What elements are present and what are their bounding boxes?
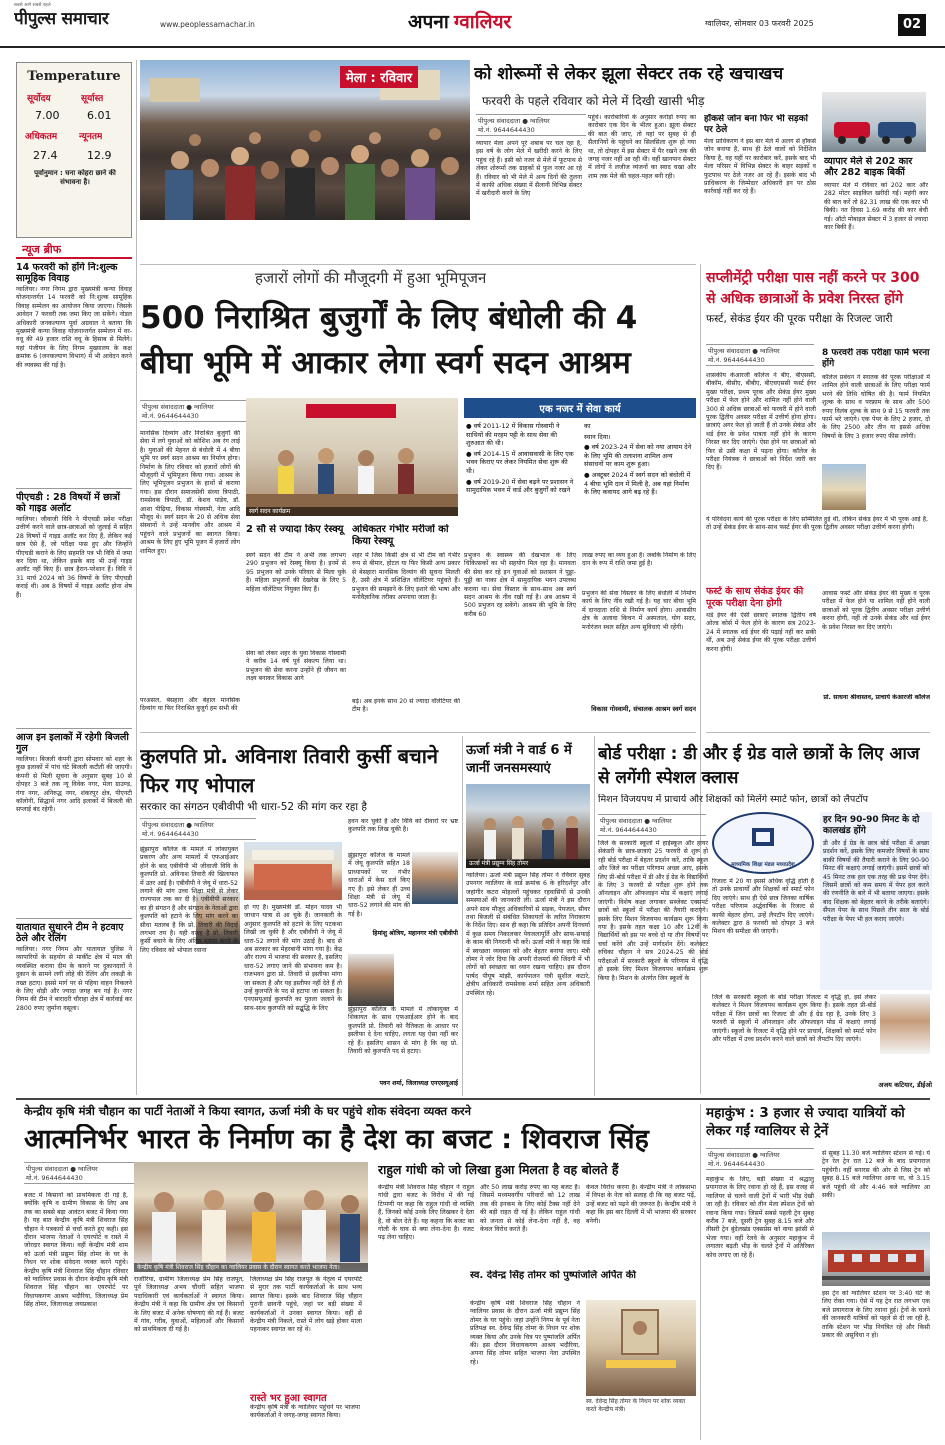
- mp-board-logo: [712, 812, 814, 874]
- brief-body: ग्वालियर। नगर निगम द्वारा मुख्यमंत्री कन्या विवाह योजनान्तर्गत 14 फरवरी को नि:शुल्क सामूहिक विवाह सम्मेलन का आयोजन किया जाएगा। जिसके आवेदन 7 फरवरी तक जमा किए जा सकेंगे। नोडल अधिकारी जनकल्याण पूर्वा अग्रवाल ने बताया कि मुख्यमंत्री कन्या विवाह योजनान्तर्गत सम्मेलन में वर-वधू की 49 हजार राशि वधू के हिसाब से मिलेंगे। यहां पंजीयन के लिए निगम मुख्यालय के कक्ष क्रमांक 6 (जनकल्याण विभाग) में भी आवेदन करने की व्यवस्था की गई है।: [16, 286, 132, 369]
- ashram-headline: 500 निराश्रित बुजुर्गों के लिए बंधोली की 4 बीघा भूमि में आकार लेगा स्वर्ग सदन आश्रम: [140, 300, 638, 381]
- weather-title: Temperature: [27, 69, 121, 84]
- dateline: ग्वालियर, सोमवार 03 फरवरी 2025: [705, 19, 814, 28]
- budget-byline: [24, 1162, 134, 1184]
- urja-body: ग्वालियर। ऊर्जा मंत्री प्रद्युम्न सिंह तोमर ने रविवार सुबह उपनगर ग्वालियर के वार्ड क्रमांक 6 के हरिदर्शपुर और जहांगीर कटरा मोहल्लों पहुंचकर रहवासियों से उनकी समस्याओं की जानकारी ली। ऊर्जा मंत्री ने इस दौरान अपने साथ मौजूद अधिकारियों से सड़क, पेयजल, सीवर तथा बिजली से संबंधित शिकायतों के त्वरित निराकरण के निर्देश दिए। साथ ही कहा कि प्रतिदिन अपनी दिनचर्या में कुछ समय निकालकर पेयजलापूर्ति और साफ-सफाई के काम की निगरानी भी करें। ऊर्जा मंत्री ने कहा कि वार्ड में स्वच्छता व्यवस्था को और बेहतर बनाया जाए। मंत्री तोमर ने जोर दिया कि अपनी रोजमर्रा की जिंदगी में भी लोगों को स्वच्छता का ध्यान रखना चाहिए। इस दौरान पार्षद पीयूष मांझी, कार्यपालन यंत्री सुशील कटारे, क्षेत्रीय अधिकारी रामसेवक शर्मा सहित अन्य अधिकारी उपस्थित रहे।: [466, 872, 590, 997]
- rescue-body-2: सेवा को लेकर शहर के युवा विकास गोस्वामी ने करीब 14 वर्ष पूर्व संकल्प लिया था। प्रभुजन की सेवा करना उन्होंने ही जीवन का लक्ष्य बनाकर विकास आगे: [246, 650, 346, 683]
- news-brief-column: [16, 262, 132, 1092]
- jiwaji-university-photo: [244, 842, 342, 900]
- byline-phone: मो.नं. 9644644430: [26, 1174, 83, 1182]
- sunrise-label: सूर्योदय: [27, 94, 51, 104]
- ashram-quote-sign: विकास गोस्वामी, संचालक आश्रम स्वर्ग सदन: [591, 705, 696, 713]
- sunset-value: 6.01: [87, 109, 112, 122]
- byline-text: पीपुल्स संवाददाता ● ग्वालियर: [708, 347, 780, 355]
- supply-quote-sign: प्रो. साधना श्रीवास्तव, प्राचार्य केआरजी कॉलेज: [823, 694, 930, 701]
- masthead: [0, 0, 945, 48]
- vc-quote-nsui-sign: पवन शर्मा, जिलाध्यक्ष एनएसयूआई: [379, 1080, 458, 1087]
- supply-headline: सप्लीमेंट्री परीक्षा पास नहीं करने पर 300 से अधिक छात्राओं के प्रवेश निरस्त होंगे: [706, 270, 920, 307]
- seva-item: ● वर्ष 2019-20 में सेवा बढ़ने पर प्रशासन ने सामुदायिक भवन में वार्ड और बुजुर्गों को रखने का: [466, 422, 591, 495]
- kumbh-body-col1: महाकुंभ के लिए, बड़ी संख्या में श्रद्धालु प्रयागराज के लिए रवाना हो रहे हैं, इस वजह से ग्वालियर से चलने वाली ट्रेनों में भारी भीड़ देखी जा रही है। रविवार को तीन मेला स्पेशल ट्रेनों को रवाना किया गया। जिसमें सबसे पहली ट्रेन सुबह करीब 7 बजे, दूसरी ट्रेन सुबह 8.15 बजे और तीसरी ट्रेन बुंदेलखंड एक्सप्रेस को वाया झांसी से भेजा गया। वहीं रेलवे के अनुसार महाकुंभ में लगातार बढ़ती भीड़ के चलते ट्रेनों में अतिरिक्त कोच लगाए जा रहे हैं।: [706, 1176, 814, 1259]
- two-periods-body: डी और ई ग्रेड के छात्र बोर्ड परीक्षा में अच्छा प्रदर्शन करें, इसके लिए कमजोर विषयों के साथ बाकी विषयों की तैयारी कराने के लिए 90-90 मिनट की कक्षाएं लगाई जाएंगी। इसमें छात्रों को 45 मिनट तक हल एक तरह की प्रश्न पेपर देंगे। जिसमें छात्रों को कम समय में पेपर हल करने की रणनीति के बारे में भी बताया जाएगा। इसके बाद शिक्षक को बेहतर करने के तरीके बताएंगे। सैंपल पेपर के साथ पिछले तीन साल के बोर्ड परीक्षा के पेपर भी हल कराए जाएंगे।: [823, 840, 929, 923]
- ashram-ceremony-photo: [246, 398, 458, 516]
- max-temp: 27.4: [33, 149, 58, 162]
- board-subhead: मिशन विजयपथ में प्राचार्य और शिक्षकों को मिलेंगे स्मार्ट फोन, छात्रों को लैपटॉप: [598, 794, 868, 805]
- budget-headline: आत्मनिर्भर भारत के निर्माण का है देश का बजट : शिवराज सिंह: [24, 1124, 649, 1155]
- logo-tagline: सबसे आगे सबसे पहले: [14, 3, 51, 8]
- two-periods-headline: हर दिन 90-90 मिनट के दो कालखंड होंगे: [823, 815, 920, 836]
- seva-list: [464, 418, 696, 546]
- brief-item: [16, 262, 132, 488]
- news-brief-label: न्यूज ब्रीफ: [22, 243, 62, 256]
- byline-text: पीपुल्स संवाददाता ● ग्वालियर: [142, 403, 214, 411]
- brief-item: [16, 488, 132, 728]
- ashram-body-col1: मानसिक दिव्यांग और निराश्रित बुजुर्गों की सेवा में लगे युवाओं को कोशिश अब रंग लाई है। युवाओं की मेहनत से बंधोली में 4 बीघा भूमि पर स्वर्ग सदन आश्रम का निर्माण होगा। निर्माण के लिए रविवार को हजारों लोगों की मौजूदगी में भूमिपूजन किया गया। आश्रम के लिए भूमिपूजन प्रभुजन के हाथों से कराया गया। इस दौरान समाजसेवी संध्या त्रिपाठी, रामसेवक त्रिपाठी, डॉ. केशव पांडेय, डॉ. आशा पीढ़िया, विकास गोस्वामी, नेता आदि मौजूद थे। स्वर्ग सदन के 20 से अधिक सेवा संस्थानों ने उन्हें मानवीय और आश्रम में पहुंचने वाले प्रभुजनों का स्वागत किया। आश्रम के लिए हुए भूमि पूजन में हजारों लोग शामिल हुए।: [140, 430, 240, 555]
- board-deo-sign: अजय कटियार, डीईओ: [878, 1081, 932, 1089]
- first-second-body: थर्ड ईयर की ऐसी छात्राएं स्नातक द्वितीय वर्ष ओल्ड कोर्स में फेल होने के कारण सत्र 2023-24 में स्नातक थर्ड ईयर की पढ़ाई नहीं कर सकी थीं, अब उन्हें सेकंड ईयर की पूरक परीक्षा उत्तीर्ण करना होगी।: [706, 612, 816, 653]
- welcome-headline: रास्ते भर हुआ स्वागत: [250, 1393, 327, 1404]
- auto-sales-headline: व्यापार मेले से 202 कार और 282 बाइक बिकीं: [824, 156, 913, 178]
- min-temp: 12.9: [87, 149, 112, 162]
- two-periods-box: [820, 812, 932, 990]
- seva-box: [464, 398, 696, 548]
- urja-minister-photo: [466, 784, 590, 868]
- forecast-text: पूर्वानुमान : घना कोहरा छाने की संभावना है।: [34, 169, 116, 186]
- section-title: [408, 8, 608, 42]
- form-body-2: ये परिवेदना कार्य की पूरक परीक्षा के लिए सम्मिलित हुई थीं, लेकिन सेकंड ईयर में भी पूरक आई है, तो उन्हें सेकंड ईयर के साथ-साथ फर्स्ट ईयर की पूरक द्वितीय अवसर परीक्षा उत्तीर्ण करना होगी।: [706, 516, 928, 532]
- serious-patients-body-2: बढ़े। अब इनके साथ 20 से ज्यादा वॉलेंटियर की टीम है।: [352, 698, 460, 714]
- newspaper-logo: [14, 6, 154, 36]
- vc-quote-abvp-sign: हिमांशु श्रोत्रिय, महानगर मंत्री एबीवीपी: [372, 930, 458, 937]
- ashram-quote: प्रभुजन की सेवा विस्तार के लिए बंधोली में निर्माण कार्य के लिए नींव रखी गई है। यह चार बीघा भूमि में दानदाता राशि से निर्माण कार्य होगा। आवासीय क्षेत्र के अलावा किचन में अस्पताल, योग सदर, मनोरंजन स्थल सहित अन्य सुविधाएं भी रहेंगी।: [582, 590, 696, 631]
- supply-body: शासकीय केआरजी कॉलेज ने बीए, बीएससी, बीकॉम, बीसीए, बीबीए, बीएचएससी फर्स्ट ईयर मुख्य परीक्षा, प्रथम पूरक और सेकंड ईयर मुख्य परीक्षा में फेल होने और शामिल नहीं होने वाली 300 से अधिक छात्राओं को फरवरी में होने वाली पूरक द्वितीय अवसर परीक्षा में उत्तीर्ण होना होगा। छात्राएं अगर फेल हो जाती हैं तो उनके सेकंड और थर्ड ईयर के प्रवेश पात्रता नहीं होने के कारण निरस्त कर दिए जाएंगे। ऐसा होने पर छात्राओं को फिर से उसी कक्षा में पढ़ना होगा। कॉलेज के परीक्षा नियंत्रक ने छात्राओं को निर्देश जारी कर दिए हैं।: [706, 372, 816, 472]
- budget-body-col2: राजौरिया, ग्रामीण जिलाध्यक्ष प्रेम सिंह राजपूत, पूर्व जिलाध्यक्ष अभय चौधरी सहित भाजपा पदाधिकारी एवं कार्यकर्ताओं ने स्वागत किया। केन्द्रीय मंत्री ने कहा कि ग्रामीण क्षेत्र एवं किसानों के लिए बजट में अनेक घोषणाएं की गई हैं। बजट में गांव, गरीब, युवाओं, महिलाओं और किसानों को प्राथमिकता दी गई है।: [134, 1276, 244, 1334]
- welcome-body: केन्द्रीय कृषि मंत्री के ग्वालियर पहुंचने पर भाजपा कार्यकर्ताओं ने जगह-जगह स्वागत किया।: [250, 1404, 360, 1420]
- kumbh-byline: [706, 1148, 814, 1170]
- hawkers-headline: हॉकर्स जोन बना फिर भी सड़कों पर ठेले: [704, 114, 808, 135]
- sunrise-value: 7.00: [35, 109, 60, 122]
- urja-photo-caption: ऊर्जा मंत्री प्रद्युम्न सिंह तोमर: [466, 859, 590, 869]
- max-label: अधिकतम: [25, 132, 58, 142]
- mela-crowd-photo: [140, 60, 470, 220]
- brief-headline: यातायात सुधारने टीम ने हटवाए ठेले और रेलिंग: [16, 922, 124, 944]
- shivraj-welcome-photo: [134, 1162, 368, 1272]
- brief-body: ग्वालियर। बिजली कंपनी द्वारा सोमवार को शहर के कुछ इलाकों में पांच घंटे बिजली कटौती की जाएगी। कंपनी से मिली सूचना के अनुसार सुबह 10 से दोपहर 3 बजे तक न्यू विवेक नगर, मेला ग्राउण्ड, गंगा नगर, अनिरुद्ध नगर, शंकरपुर क्षेत्र, पीएनटी कॉलोनी, सिद्धार्थ नगर आदि इलाकों में बिजली की सप्लाई बंद रहेगी।: [16, 756, 132, 814]
- vc-body-col2: हो गए हैं। मुख्यमंत्री डॉ. मोहन यादव भी जाधान यात्रा से आ चुके हैं। जानकारी के अनुसार कुलपति को हटाने के लिए पटकथा लिखी जा चुकी है और एबीवीपी ने जेयू में धारा-52 लगाने की मांग उठाई है। बाद से अब सरकार का मेहरबानी मांगा गया है। केंद्र और राज्य में भाजपा की सरकार है, इसलिए धारा-52 लगाए जाने की संभावना कम है। राजभवन द्वारा प्रो. तिवारी से इस्तीफा मांगा जा सकता है और यह इस्तीफा नहीं देते हैं तो उन्हें कुलपति के पद से हटाया जा सकता है। एनएसयूआई कुलपति का पुतला जलाने के साथ-साथ कुलपति को सद्बुद्धि के लिए: [244, 904, 342, 1012]
- vc-subhead: सरकार का संगठन एबीवीपी भी धारा-52 की मांग कर रहा है: [140, 801, 367, 813]
- rahul-body: केन्द्रीय मंत्री शिवराज सिंह चौहान ने राहुल गांधी द्वारा बजट के विरोध में की गई टिप्पणी पर कहा कि राहुल गांधी वो व्यक्ति हैं, जिनको कोई उनके लिए लिखकर दे देता है, वो बोल देते हैं। यह कहना कि बजट का गोली के घाव से क्या लेना-देना है। वजट पढ़ लेना चाहिए।: [378, 1184, 474, 1242]
- ashram-byline: [140, 400, 260, 422]
- byline-phone: मो.नं. 9644644430: [478, 126, 535, 134]
- ashram-body-col1b: परअसल, बेसहारा और बेहाल मानसिक दिव्यांग या फिर निराश्रित बुजुर्ग हम सभी की: [140, 697, 240, 713]
- college-building-photo: [822, 464, 866, 510]
- brief-headline: आज इन इलाकों में रहेगी बिजली गुल: [16, 732, 129, 754]
- seva-item: ● वर्ष 2023-24 में सेवा को नया आयाम देने के लिए भूमि की तलाशना शामिल अन्य संसाधनों पर काम शुरू हुआ।: [584, 443, 692, 469]
- byline-text: पीपुल्स संवाददाता ● ग्वालियर: [708, 1151, 780, 1159]
- form-body: कॉलेज प्रबंधन ने स्नातक की पूरक परीक्षाओं में शामिल होने वाली छात्राओं के लिए परीक्षा फार्म भरने की तिथि घोषित की है। फार्म नियमित शुल्क के साथ व परफ्राम के साथ और 500 रुपए विलंब शुल्क के साथ 9 से 15 फरवरी तक फार्म भरे जाएंगे। एक पेपर के लिए 2 हजार, दो के लिए 2500 और तीन या इससे अधिक विषयों के लिए 3 हजार रुपए फीस लगेगी।: [822, 374, 930, 440]
- brief-item: [16, 918, 132, 1090]
- first-second-headline: फर्स्ट के साथ सेकंड ईयर की पूरक परीक्षा देना होगी: [706, 586, 804, 609]
- crowd-illustration: [140, 60, 470, 220]
- byline-text: पीपुल्स संवाददाता ● ग्वालियर: [478, 117, 550, 125]
- auto-showroom-photo: [822, 92, 926, 152]
- kumbh-body-col3: इस ट्रेन को ग्वालियर स्टेशन पर 3:40 घंटे के लिए रोका गया। ऐसे में यह ट्रेन रात लगभग एक बजे प्रयागराज के लिए रवाना हुई। ट्रेनों के चलने की जानकारी यात्रियों को पहले से दी जा रही है, ताकि स्टेशन पर भीड़ नियंत्रित रहे और किसी प्रकार की असुविधा न हो।: [822, 1290, 930, 1340]
- budget-col5-body: केवल विरोध करना है। केन्द्रीय मंत्री ने लोकसभा में विपक्ष के नेता को सलाह दी कि वह बजट पढ़ें, उन्हें बजट को पढ़ने की जरूरत है। केन्द्रीय मंत्री ने कहा कि इस बार दिल्ली में भी भाजपा की सरकार बनेगी।: [586, 1184, 696, 1225]
- urja-headline: ऊर्जा मंत्री ने वार्ड 6 में जानीं जनसमस्याएं: [466, 743, 572, 776]
- supply-byline: [706, 344, 814, 366]
- seva-item: ● वर्ष 2011-12 में विकास गोस्वामी ने साथियों की मरहम पट्टी के साथ सेवा की शुरुआत की थी।: [466, 422, 560, 448]
- byline-phone: मो.नं. 9644644430: [142, 830, 199, 838]
- section-prefix: अपना: [408, 11, 449, 33]
- abvp-leader-photo: [412, 852, 458, 904]
- vc-quote-abvp: झूंझापुरा कॉलेज के मामले में जेयू कुलपति सहित 18 प्राध्यापकों पर गंभीर धाराओं में केस दर्ज किए गए हैं। इसे लेकर ही उच्च शिक्षा मंत्री से जेयू में धारा-52 लगाने की मांग की गई है।: [348, 852, 410, 918]
- sunset-label: सूर्यास्त: [81, 94, 104, 104]
- nsui-leader-photo: [348, 954, 394, 1006]
- ashram-kicker: हजारों लोगों की मौजूदगी में हुआ भूमिपूजन: [255, 269, 487, 287]
- homage-caption: स्व. देवेन्द्र सिंह तोमर के निधन पर शोक व्यक्त करते केन्द्रीय मंत्री।: [586, 1398, 685, 1413]
- website-link[interactable]: www.peoplessamachar.in: [160, 20, 255, 29]
- mela-byline: [476, 114, 586, 136]
- byline-phone: मो.नं. 9644644430: [708, 356, 765, 364]
- kumbh-body-col2: से सुबह 11.30 बजे ग्वालियर स्टेशन से गई। ये ट्रेन रेल ट्रेन रात 12 बजे के बाद प्रयागराज पहुंचेगी। वहीं बनारस की ओर से जिस ट्रेन को सुबह 8.15 बजे ग्वालियर आना था, वो 3.15 बजे पहुंची थी और 4:46 बजे ग्वालियर आ सकी।: [822, 1150, 930, 1200]
- ashram-body-col4: लाख रुपए का व्यय हुआ है। जबकि निर्माण के लिए दान के रूप में राशि जमा हुई है।: [582, 552, 696, 568]
- board-byline: [598, 814, 706, 836]
- byline-text: पीपुल्स संवाददाता ● ग्वालियर: [600, 817, 672, 825]
- homage-headline: स्व. देवेन्द्र सिंह तोमर को पुष्पांजलि अर्पित की: [470, 1270, 637, 1281]
- budget-col4-body: जिलाध्यक्ष प्रेम सिंह राजपूत के नेतृत्व में एयरपोर्ट से मुरार तक पार्टी कार्यकर्ताओं के साथ भव्य स्वागत किया। इसके बाद शिवराज सिंह चौहान पुरानी छावनी पहुंचे, जहां पर बड़ी संख्या में कार्यकर्ताओं ने उनका स्वागत किया। वहीं से केन्द्रीय मंत्री निकले, रास्ते में लोग खड़े होकर माला पहनाकर स्वागत कर रहे थे।: [250, 1276, 362, 1334]
- budget-body-col1: बजट में किसानों को प्राथमिकता दी गई है, क्योंकि कृषि व ग्रामीण विकास के लिए अब तक का सबसे बड़ा आवंटन बजट में किया गया है। यह बात केन्द्रीय कृषि मंत्री शिवराज सिंह चौहान ने पत्रकारों से चर्चा करते हुए कही। इस दौरान भाजपा नेताओं ने एयरपोर्ट व रास्ते में जोरदार स्वागत किया। वहीं केन्द्रीय मंत्री शाम को ऊर्जा मंत्री प्रद्युम्न सिंह तोमर के घर के निधन पर शोक संवेदना व्यक्त करने पहुंचे। केन्द्रीय कृषि मंत्री शिवराज सिंह चौहान रविवार को ग्वालियर प्रवास के दौरान केन्द्रीय कृषि मंत्री शिवराज सिंह चौहान का एयरपोर्ट पर विधायकगण आश्रय भदौरिया, जिलाध्यक्ष प्रेम सिंह तोमर, जिलाध्यक्ष जयप्रकाश: [24, 1192, 128, 1309]
- byline-phone: मो.नं. 9644644430: [600, 826, 657, 834]
- supply-quote: आवास फर्स्ट और सेकंड ईयर की मुख्य व पूरक परीक्षा में फेल होने या शामिल नहीं होने वाली छात्राओं को पूरक द्वितीय अवसर परीक्षा उत्तीर्ण करना होगी, नहीं तो उनके सेकंड और थर्ड ईयर के प्रवेश निरस्त कर दिए जाएंगे।: [822, 590, 930, 631]
- homage-photo: [586, 1300, 696, 1396]
- weather-box: [16, 62, 132, 238]
- homage-body: केन्द्रीय कृषि मंत्री शिवराज सिंह चौहान ने ग्वालियर प्रवास के दौरान ऊर्जा मंत्री प्रद्युम्न सिंह तोमर के घर पहुंचे। जहां उन्होंने निगम के पूर्व नेता प्रतिपक्ष स्व. देवेन्द्र सिंह तोमर के निधन पर शोक व्यक्त किया और उनके चित्र पर पुष्पांजलि अर्पित की। इस दौरान विधायकगण आश्रय भदौरिया, अपना सिंह तोमर सहित भाजपा नेता उपस्थित रहे।: [470, 1300, 580, 1366]
- brief-item: [16, 728, 132, 918]
- mela-headline: को शोरूमों से लेकर झूला सेक्टर तक रहे खचाखच: [474, 64, 784, 84]
- shivraj-photo-caption: केन्द्रीय कृषि मंत्री शिवराज सिंह चौहान का ग्वालियर प्रवास के दौरान स्वागत करते भाजपा नेता।: [134, 1263, 368, 1273]
- rahul-body-2: और 50 लाख करोड़ रुपए का यह बजट है। जिसमें मध्यमवर्गीय परिवारों को 12 लाख तक की इनकम के लिए कोई टैक्स नहीं देने की बड़ी राहत दी गई है। लेकिन राहुल गांधी को जनता से कोई लेना-देना नहीं है, वह केवल विरोध करते हैं।: [480, 1184, 580, 1234]
- seva-item: ● अक्टूबर 2024 में स्वर्ग सदन को बंधोली में 4 बीघा भूमि दान में मिली है, अब यहां निर्माण के लिए कवायद आगे बढ़ रहे हैं।: [584, 470, 691, 497]
- rescue-headline: 2 सौ से ज्यादा किए रेस्क्यू: [246, 524, 344, 535]
- board-headline: बोर्ड परीक्षा : डी और ई ग्रेड वाले छात्रों के लिए आज से लगेंगी स्पेशल क्लास: [598, 744, 920, 788]
- logo-text: पीपुल्स समाचार: [14, 9, 109, 29]
- board-body-col1: जिले के सरकारी स्कूलों में हाईस्कूल और हायर सेकंडरी के छात्र-छात्राएं 25 फरवरी से शुरू हो रही बोर्ड परीक्षा में बेहतर प्रदर्शन करें, ताकि स्कूल और जिले का परीक्षा परिणाम अच्छा आए, इसके लिए प्री-बोर्ड परीक्षा में डी और ई ग्रेड के विद्यार्थियों के लिए 3 फरवरी से परीक्षा शुरू होने तक ऑनलाइन और ऑफलाइन मोड में कक्षाएं लगाई जाएंगी। विशेष कक्षा लगाकर सब्जेक्ट एक्सपर्ट छात्रों को स्कूलों में परीक्षा की तैयारी कराएंगे। इसके लिए मिशन विजयपथ कार्यक्रम शुरू किया गया है। इसके तहत कक्षा 10 और 12वीं के विद्यार्थियों को इस पर बच्चे दो या तीन विषयों पर चर्चा करेंगे और उन्हें मार्गदर्शन देंगे। कलेक्टर रुचिका चौहान ने सत्र 2024-25 की बोर्ड परीक्षाओं में सरकारी स्कूलों के परिणाम में वृद्धि हो इसके लिए मिशन विजयपथ कार्यक्रम शुरू किया है। मिशन के अंतर्गत जिन स्कूलों के: [598, 840, 708, 982]
- auto-sales-body: व्यापार मेले में रविवार को 202 कार और 282 मोटर साइकिल खरीदी गईं। महंगी कार की बात करें तो 82.31 लाख की एक कार भी बिकी। नत दिवस 1.69 करोड़ की कार बेची गई। ऑटो मोबाइल सेक्टर में 3 हजार से ज्यादा कार बिकी हैं।: [824, 182, 928, 232]
- board-deo-quote: जिले के सरकारी स्कूलों के बोर्ड परीक्षा रिजल्ट में वृद्धि हो, इसे लेकर कलेक्टर ने मिशन विजयपथ कार्यक्रम शुरू किया है। इसके तहत प्री-बोर्ड परीक्षा में जिन छात्रों का रिजल्ट डी और ई ग्रेड रहा है, उनके लिए 3 फरवरी से स्कूलों में ऑनलाइन और ऑफलाइन मोड में कक्षाएं लगाई जाएंगी। स्कूलों के रिजल्ट में वृद्धि होने पर प्राचार्य, शिक्षकों को स्मार्ट फोन और परीक्षा में उच्च प्रदर्शन करने वाले छात्रों को लैपटॉप दिए जाएंगे।: [712, 994, 876, 1044]
- form-headline: 8 फरवरी तक परीक्षा फार्म भरना होंगे: [822, 348, 930, 369]
- rescue-body: स्वर्ग सदन की टीम ने अभी तक लगभग 290 प्रभुजन को रेस्क्यू किया है। इनमें से 95 प्रभुजन को उनके परिवार से मिला चुके हैं। महिला प्रभुजनों की देखरेख के लिए 5 महिला वॉलेंटियर नियुक्त किए हैं।: [246, 552, 346, 593]
- mela-subhead: फरवरी के पहले रविवार को मेले में दिखी खासी भीड़: [482, 94, 705, 108]
- seva-box-title: एक नजर में सेवा कार्य: [464, 398, 696, 418]
- brief-body: ग्वालियर। जीवाजी विवि ने पीएचडी प्रवेश परीक्षा उत्तीर्ण करने वाले छात्र-छात्राओं को जुलाई में सहित 28 विषयों में गाइड अलॉट कर दिए हैं, लेकिन कई छात्र ऐसे हैं, जो परीक्षा पास हुए और जिन्होंने पीएचडी कराने के लिए सहमति पत्र भी विवि में जमा कर दिया था, लेकिन इसके बाद भी उन्हें गाइड अलॉट नहीं किए हैं। छात्र हैरान-परेशान हैं। विवि ने 31 मार्च 2024 को 36 विषयों के लिए पीएचडी कराई थी। अब 8 विषयों में गाइड अलॉट होना शेष हैं।: [16, 516, 132, 599]
- page-number: 02: [898, 14, 926, 36]
- board-logo-text: माध्यमिक शिक्षा मंडल मध्यप्रदेश: [731, 862, 795, 868]
- hawkers-body: मेला प्राधिकरण ने इस बार मेले में अलग से हॉकर्स जोन बनाया है, साथ ही ठेले वालों को निर्देशित किया है, वह यहीं पर कारोबार करें, इसके बाद भी मेला परिसर में विभिन्न सेक्टर के बाहर सड़कों व फुटपाथ पर ठेले नजर आ रहे हैं। इसके बाद भी प्राधिकरण के जिम्मेदार अधिकारी इन पर ठोस कार्रवाई नहीं कर रहे हैं।: [704, 138, 816, 196]
- mela-body-col2: पहुंचे। कारोबारियों के अनुसार करोड़ो रुपए का कारोबार एक दिन के भीतर हुआ। झूला सेक्टर की बात की जाए, तो यहां पर सुबह से ही सैलानियों के पहुंचने का सिलसिला शुरू हो गया था, तो दोपहर में इस सेक्टर में पैर रखने तक की जगह नजर नहीं आ रही थी। वहीं खानपान सेक्टर में लोगों ने लजीज व्यंजनों का स्वाद चखा और शाम तक मेले की चहल-पहल बनी रही।: [588, 114, 696, 180]
- kumbh-headline: महाकुंभ : 3 हजार से ज्यादा यात्रियों को लेकर गईं ग्वालियर से ट्रेनें: [706, 1105, 905, 1139]
- vc-body-col1: झूंझापुरा कॉलेज के मामले में लोकायुक्त प्रकरण और अन्य मामलों में एफआईआर होने के बाद एबीवीपी भी जीवाजी विवि के कुलपति प्रो. अविनाश तिवारी की खिलाफत में उतर आई है। एबीवीपी ने जेयू में धारा-52 लगाने की मांग उच्च शिक्षा मंत्री से लेकर राज्यपाल तक कर दी है। एबीवीपी सरकार का ही संगठन है और संगठन के नेताओं द्वारा कुलपति को हटाने के लिए मांग करने का सीधा मतलब है कि प्रो. तिवारी की विदाई लगभग तय है। यही वजह है प्रो. तिवारी कुर्सी बचाने के लिए अंतिम प्रयास करने के लिए रविवार को भोपाल रवाना: [140, 846, 238, 954]
- supply-subhead: फर्स्ट, सेकंड ईयर की पूरक परीक्षा के रिजल्ट जारी: [706, 313, 893, 325]
- mela-body-col1: व्यापार मेला अपने पूरे शबाब पर चल रहा है, इस वर्ष के लोग मेले में खरीदी करने के लिए पहुंच रहे हैं। इसी को नजर से मेले में फूटपाथ से लेकर शोरूमों तक ग्राहकों से फुल नजर आ रहे हैं। रविवार को भी मेले में अन्य दिनों की तुलना में काफी अधिक संख्या में सैलानी विभिन्न सेक्टर में खरीदारी करने के लिए: [476, 140, 582, 198]
- serious-patients-headline: अधिकतर गंभीर मरीजों को किया रेस्क्यू: [352, 524, 449, 547]
- ashram-photo-caption: स्वर्ग सदन कार्यक्रम: [246, 507, 458, 517]
- vc-body-col3: हवन कर चुकी है और विवि को दीवारों पर भ्रष्ट कुलपति तक लिख चुकी है।: [348, 818, 458, 834]
- board-body-col2: रिजल्ट में 20 या इससे अधिक वृद्धि होती है तो उनके प्राचार्यों और शिक्षकों को स्मार्ट फोन दिए जाएंगे। साथ ही ऐसे छात्र जिनका वार्षिक परीक्षा परिणाम अर्द्धवार्षिक के रिजल्ट से काफी बेहतर होगा, उन्हें लैपटॉप दिए जाएंगे। कलेक्टर द्वारा 8 फरवरी को दोपहर 3 बजे मिशन की समीक्षा की जाएगी।: [712, 878, 814, 936]
- byline-phone: मो.नं. 9644644430: [142, 412, 199, 420]
- byline-phone: मो.नं. 9644644430: [708, 1160, 765, 1168]
- vc-quote-nsui: झूंझापुरा कॉलेज के मामले में लोकायुक्त में शिकायत के साथ एफआईआर होने के बाद कुलपति प्रो. तिवारी को नैतिकता के आधार पर इस्तीफा दे देना चाहिए, लगता यह ऐसा नहीं कर रहे हैं। इसलिए शासन से मांग है कि वह प्रो. तिवारी को कुलपति पद से हटाए।: [348, 1006, 458, 1056]
- rahul-headline: राहुल गांधी को जो लिखा हुआ मिलता है वह बोलते हैं: [378, 1162, 619, 1177]
- vc-byline: [140, 818, 256, 840]
- brief-headline: 14 फरवरी को होंगे नि:शुल्क सामूहिक विवाह: [16, 262, 118, 284]
- budget-kicker: केन्द्रीय कृषि मंत्री चौहान का पार्टी नेताओं ने किया स्वागत, ऊर्जा मंत्री के घर पहुंचे शोक संवेदना व्यक्त करने: [24, 1104, 471, 1118]
- seva-item: स्थान दिया।: [584, 432, 611, 441]
- deo-portrait-photo: [880, 994, 930, 1054]
- min-label: न्यूनतम: [79, 132, 103, 142]
- byline-text: पीपुल्स संवाददाता ● ग्वालियर: [142, 821, 214, 829]
- train-photo: [822, 1232, 930, 1286]
- byline-text: पीपुल्स संवाददाता ● ग्वालियर: [26, 1165, 98, 1173]
- seva-item: ● वर्ष 2014-15 में आवासवासी के लिए एक भवन किराए पर लेकर नियमित सेवा शुरू की थी।: [466, 449, 574, 475]
- ashram-body-col3: प्रभुजन के स्वास्थ्य की देखभाल के लिए चिकित्सकों का भी सहयोग मिल रहा है। मानवता की सेवा कर रहे इन युवाओं को प्रशासन ने पुड्डा-पुड्डी का नाका क्षेत्र में सामुदायिक भवन उपलब्ध कराया था। सेवा विस्तार के साथ-साथ अब स्वर्ग सदन आश्रम के नीव रखी गई है। अब आश्रम में 500 प्रभुजन रह सकेंगे। आश्रम की भूमि के लिए करीब 60: [464, 552, 576, 618]
- brief-headline: पीएचडी : 28 विषयों में छात्रों को गाइड अलॉट: [16, 492, 120, 514]
- vc-headline: कुलपति प्रो. अविनाश तिवारी कुर्सी बचाने फिर गए भोपाल: [140, 744, 438, 797]
- serious-patients-body: शहर में जिस किसी क्षेत्र से भी टीम को गंभीर रूप से बीमार, होटल या फिर किसी अन्य प्रकार से बेसहारा मानसिक दिव्यांग की सूचना मिलती है, उसी क्षेत्र में प्रशिक्षित वॉलेंटियर पहुंचते हैं। प्रभुजन की समझाने के लिए इशारे की भाषा और मनोवैज्ञानिक तरीका अपनाया जाता है।: [352, 552, 460, 602]
- brief-body: ग्वालियर। नगर निगम और यातायात पुलिस ने व्यापारियों के सहयोग से मार्कीट क्षेत्र में माल की व्यवस्थित कराया दीम के कारने पर दुकानदारों ने दुकान के सामने लगी लोहे की रेलिंग और लकड़ी के तख्त हटाए। इससे मार्ग पर से पहिया वाहन निकलने के लिए थोड़ी और ज्यादा जगह बन गई है। नगर निगम की टीम ने बारादरी चौराहा क्षेत्र में कार्रवाई कर 2800 रुपए जुर्माना वसूला।: [16, 946, 132, 1012]
- mela-tag: मेला : रविवार: [340, 66, 418, 88]
- section-city: ग्वालियर: [453, 11, 512, 33]
